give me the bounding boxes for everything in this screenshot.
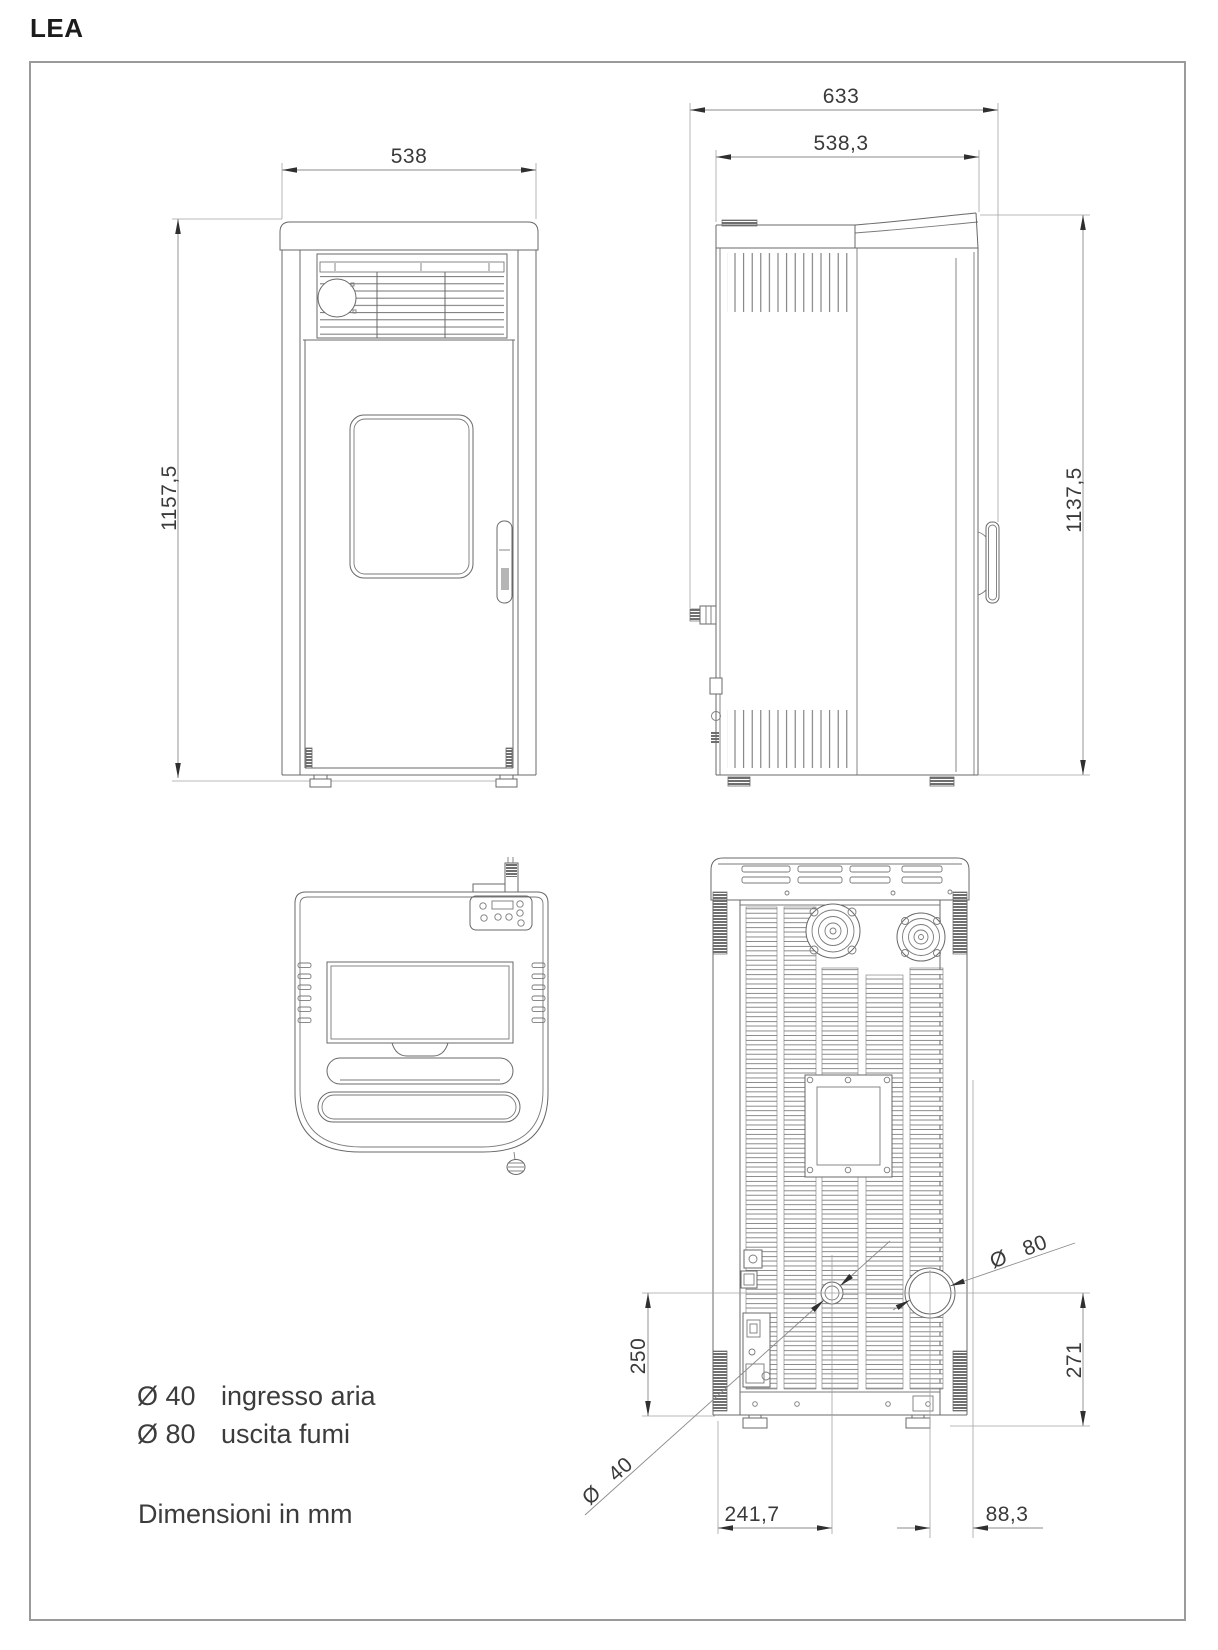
display <box>492 901 513 909</box>
panel-button <box>517 910 523 916</box>
hopper-lid <box>327 962 513 1056</box>
label-air-diameter: Ø 40 <box>577 1452 638 1510</box>
exhaust-fan-right <box>897 913 945 961</box>
grille-fan-circle <box>318 279 356 317</box>
dim-side-depth-total: 633 <box>822 85 860 108</box>
top-side-slots <box>298 963 545 1023</box>
legend-flue-label: uscita fumi <box>221 1419 351 1449</box>
control-panel <box>470 896 532 930</box>
dim-front-width: 538 <box>390 145 428 168</box>
front-view <box>158 145 538 787</box>
legend-flue-symbol: Ø 80 <box>137 1419 196 1449</box>
dim-front-height: 1157,5 <box>158 465 181 531</box>
rear-view <box>578 858 1090 1538</box>
door-window <box>350 415 473 578</box>
dim-side-height: 1137,5 <box>1063 467 1086 533</box>
front-grille <box>317 254 507 338</box>
legend-row-flue <box>137 1419 350 1450</box>
legend-air-symbol: Ø 40 <box>137 1381 196 1411</box>
panel-button <box>480 903 486 909</box>
panel-button <box>481 915 487 921</box>
power-cable <box>473 857 518 892</box>
dim-inlet-height: 250 <box>627 1337 650 1375</box>
top-view <box>295 857 548 1175</box>
exhaust-fan-left <box>806 904 860 958</box>
page-title: LEA <box>30 13 84 43</box>
rear-feet <box>743 1415 930 1428</box>
door-handle <box>497 521 512 603</box>
dim-flue-height: 271 <box>1063 1341 1086 1379</box>
front-handle-groove <box>318 1092 520 1122</box>
dim-inlet-offset: 241,7 <box>724 1503 780 1526</box>
panel-button <box>517 901 523 907</box>
side-view <box>690 85 1090 786</box>
front-top-cap <box>280 222 538 250</box>
dim-side-depth-body: 538,3 <box>813 132 869 155</box>
side-rear-plug <box>690 606 716 624</box>
door-knob <box>507 1152 525 1175</box>
legend-row-air <box>137 1381 376 1412</box>
side-socket <box>710 678 722 694</box>
label-flue-diameter: Ø 80 <box>986 1230 1051 1274</box>
front-door <box>303 340 515 768</box>
panel-button <box>518 920 524 926</box>
side-feet <box>728 777 954 786</box>
panel-button <box>495 914 501 920</box>
dim-flue-offset: 88,3 <box>985 1503 1029 1526</box>
dimensions-note: Dimensioni in mm <box>138 1499 353 1529</box>
inspection-plate <box>805 1075 892 1177</box>
legend-air-label: ingresso aria <box>221 1381 376 1411</box>
panel-button <box>506 914 512 920</box>
side-top-vents <box>727 253 849 312</box>
side-bottom-vents <box>727 710 849 768</box>
rear-cap-slots <box>742 866 952 895</box>
side-door-handle <box>978 522 999 603</box>
